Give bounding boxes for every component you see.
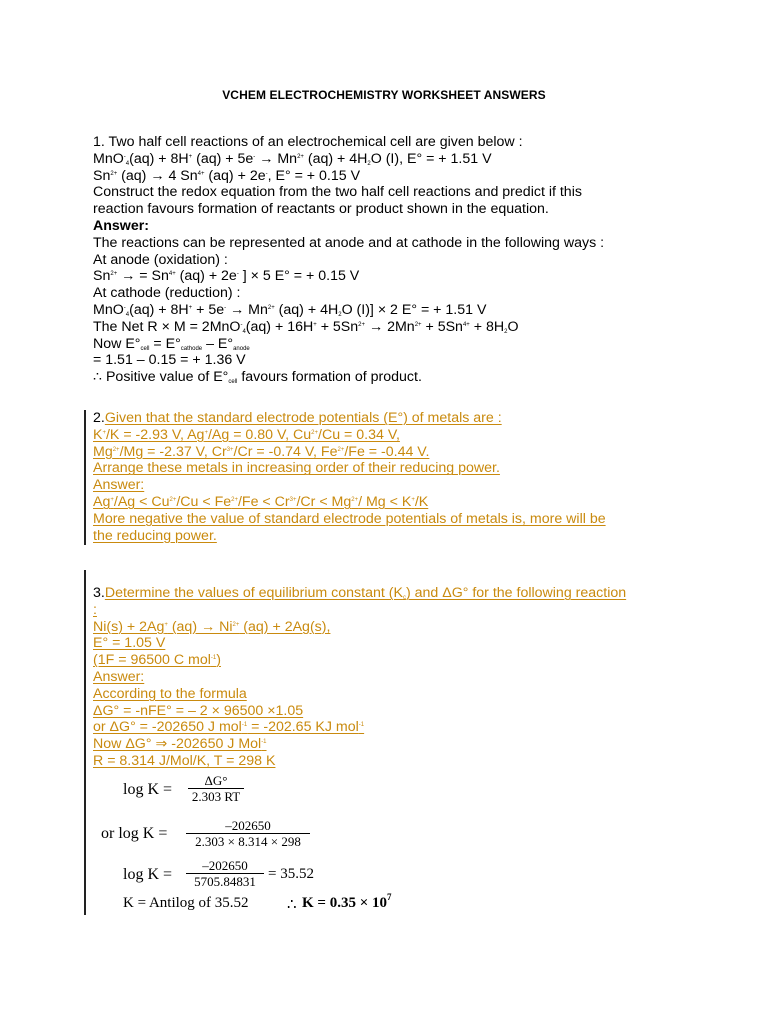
text-run: /Cu < Fe (176, 493, 232, 510)
text-run: / Mg < K (358, 493, 412, 510)
superscript: 4+ (197, 170, 205, 177)
subscript: c (402, 595, 406, 601)
q1-line (93, 268, 733, 285)
superscript: -1 (261, 739, 267, 746)
superscript: 2+ (358, 321, 366, 328)
superscript: 2+ (351, 496, 359, 503)
eq2-fraction-bar (186, 833, 310, 834)
superscript: - (123, 153, 126, 160)
q3-line-text (105, 585, 626, 601)
text-run: Arrange these metals in increasing order of their reducing power. (93, 460, 500, 477)
text-run: 1. Two half cell reactions of an electrochemical cell are given below : (93, 134, 523, 150)
text-run: favours formation of product. (237, 369, 422, 386)
q3-line-text (93, 635, 165, 651)
q3-line (93, 652, 733, 669)
text-run: According to the formula (93, 685, 247, 702)
superscript: 2+ (110, 170, 118, 177)
q1-line (93, 336, 733, 353)
eq2-denominator: 2.303 × 8.314 × 298 (195, 834, 301, 849)
superscript: + (110, 496, 114, 503)
text-run: E° = 1.05 V (93, 635, 166, 652)
subscript: 4 (125, 160, 130, 167)
eq3-denominator: 5705.84831 (194, 874, 256, 889)
q2-line-text (93, 494, 428, 510)
text-run: O (I)] × 2 E° = + 1.51 V (341, 301, 487, 318)
eq2-lhs: or log K = (101, 825, 168, 842)
superscript: - (240, 321, 243, 328)
superscript: 4+ (462, 321, 470, 328)
superscript: 2+ (112, 446, 120, 453)
text-run: = E° (149, 335, 181, 352)
text-run: Now E° (93, 335, 141, 352)
text-run: → Mn (255, 150, 298, 167)
eq4-therefore: ∴ (287, 897, 297, 913)
superscript: 2+ (232, 621, 240, 628)
text-run: (aq) + 5e (192, 150, 254, 167)
subscript: anode (233, 345, 250, 352)
text-run: Construct the redox equation from the two half cell reactions and predict if this (93, 184, 582, 201)
q2-line-text (93, 427, 400, 443)
superscript: 2+ (231, 496, 238, 503)
text-run: The Net R × M = 2MnO (93, 318, 241, 335)
subscript: 2 (367, 160, 371, 167)
revision-bar-q2 (84, 410, 86, 545)
q3-line-text (93, 753, 275, 769)
superscript: + (188, 304, 193, 311)
q2-number: 2. (93, 410, 105, 426)
eq1-fraction-bar (188, 788, 244, 789)
eq2-numerator: –202650 (225, 818, 271, 833)
text-run: /Ag = 0.80 V, Cu (207, 426, 312, 443)
subscript: cell (228, 379, 238, 386)
text-run: K (93, 426, 103, 443)
q3-line-text (93, 602, 97, 618)
q1-line (93, 302, 733, 319)
superscript: 2+ (110, 271, 118, 278)
superscript: + (164, 621, 168, 628)
superscript: - (123, 304, 126, 311)
superscript: 4+ (168, 271, 176, 278)
q1-line (93, 201, 733, 218)
text-run: /Cu = 0.34 V, (318, 426, 400, 443)
question-1 (93, 134, 733, 386)
text-run: → = Sn (117, 268, 169, 285)
superscript: + (102, 429, 106, 436)
text-run: ΔG° = -nFE° = – 2 × 96500 ×1.05 (93, 702, 304, 719)
eq1-numerator: ΔG° (204, 773, 228, 788)
text-run: (aq) + 2e (204, 167, 266, 184)
text-run: (aq) + 8H (129, 150, 189, 167)
text-run: (aq) → 4 Sn (117, 167, 198, 184)
text-run: /Fe < Cr (237, 493, 290, 510)
superscript: 3+ (289, 496, 297, 503)
text-run: More negative the value of standard electrode potentials of metals is, more will be (93, 510, 606, 527)
subscript: cathode (180, 345, 203, 352)
q2-line-text (93, 528, 217, 544)
question-3 (93, 585, 733, 770)
q2-line-text (93, 444, 429, 460)
text-run: ) and ΔG° for the following reaction (405, 585, 627, 601)
superscript: - (224, 304, 227, 311)
superscript: + (204, 429, 208, 436)
q1-line (93, 218, 733, 235)
text-run: Ni(s) + 2Ag (93, 618, 165, 635)
eq4-antilog: K = Antilog of 35.52 (123, 895, 249, 911)
eq4-exponent: 7 (387, 892, 392, 902)
text-run: (aq) + 8H (129, 301, 189, 318)
superscript: -1 (358, 722, 365, 729)
superscript: 2+ (267, 304, 275, 311)
text-run: + 5e (192, 301, 225, 318)
q3-line-text (93, 736, 267, 752)
superscript: 2+ (414, 321, 422, 328)
q3-line (93, 619, 733, 636)
superscript: - (253, 153, 256, 160)
q2-line (93, 494, 733, 511)
text-run: the reducing power. (93, 527, 217, 544)
superscript: 2+ (337, 446, 345, 453)
superscript: - (236, 271, 239, 278)
q1-line (93, 168, 733, 185)
q3-line-text (93, 686, 247, 702)
text-run: /K = -2.93 V, Ag (105, 426, 205, 443)
q3-line (93, 736, 733, 753)
eq3-numerator: –202650 (202, 858, 248, 873)
q3-line (93, 719, 733, 736)
q2-line (93, 477, 733, 494)
q2-line-text (93, 511, 606, 527)
text-run: (aq) + 4H (274, 301, 339, 318)
text-run: (aq) + 2Ag(s), (239, 618, 331, 635)
q3-line-text (93, 619, 330, 635)
worksheet-title: VCHEM ELECTROCHEMISTRY WORKSHEET ANSWERS (222, 88, 546, 102)
text-run: MnO (93, 301, 124, 318)
text-run: /K (414, 493, 429, 510)
text-run: Mg (93, 443, 113, 460)
q2-line-text (93, 460, 500, 476)
superscript: 2+ (297, 153, 304, 160)
q1-line (93, 184, 733, 201)
q2-line-text (105, 410, 502, 426)
q2-line (93, 427, 733, 444)
text-run: = 1.51 – 0.15 = + 1.36 V (93, 352, 246, 369)
q2-line-text (93, 477, 144, 493)
text-run: + 5Sn (421, 318, 463, 335)
q3-line-text (93, 652, 221, 668)
text-run: O (I), E° = + 1.51 V (370, 150, 492, 167)
q3-line-text (93, 719, 364, 735)
q2-line (93, 444, 733, 461)
superscript: + (411, 496, 415, 503)
q1-line (93, 369, 733, 386)
text-run: O (507, 318, 519, 335)
text-run: ∴ Positive value of E° (93, 369, 229, 386)
q3-line-text (93, 703, 303, 719)
text-run: + 8H (469, 318, 505, 335)
text-run: → 2Mn (365, 318, 415, 335)
q1-line (93, 352, 733, 369)
q3-line-text (93, 669, 144, 685)
q3-line (93, 686, 733, 703)
q3-line (93, 753, 733, 770)
text-run: Ag (93, 493, 111, 510)
superscript: -1 (210, 655, 217, 662)
eq3-fraction-bar (186, 873, 264, 874)
superscript: 2+ (311, 429, 319, 436)
text-run: Sn (93, 167, 111, 184)
text-run: Sn (93, 268, 111, 285)
subscript: 2 (338, 311, 342, 318)
text-run: /Ag < Cu (113, 493, 170, 510)
q2-line (93, 410, 733, 427)
text-run: ) (216, 652, 221, 669)
subscript: 4 (242, 328, 246, 335)
text-run: Answer: (93, 668, 145, 685)
q1-line (93, 151, 733, 168)
text-run: reaction favours formation of reactants or product shown in the equation. (93, 201, 549, 218)
subscript: 2 (504, 328, 508, 335)
text-run: Answer: (93, 477, 145, 494)
eq1-lhs: log K = (123, 781, 173, 798)
eq1-fraction (188, 773, 244, 805)
text-run: /Mg = -2.37 V, Cr (119, 443, 227, 460)
q3-line (93, 703, 733, 720)
revision-bar-q3 (84, 570, 86, 915)
q2-line (93, 460, 733, 477)
q3-line (93, 602, 733, 619)
eq3-lhs: log K = (123, 866, 173, 883)
eq3-fraction (186, 858, 264, 890)
text-run: The reactions can be represented at anode and at cathode in the following ways : (93, 234, 605, 251)
eq4-final-answer (302, 892, 392, 912)
text-run: Determine the values of equilibrium constant (K (104, 585, 403, 601)
text-run: At anode (oxidation) : (93, 251, 228, 268)
text-run: (aq) → Ni (167, 618, 233, 635)
q3-line (93, 585, 733, 602)
q3-line (93, 669, 733, 686)
text-run: or ΔG° = -202650 J mol (93, 719, 242, 736)
text-run: At cathode (reduction) : (93, 285, 241, 302)
q1-line (93, 252, 733, 269)
q3-number: 3. (93, 585, 105, 601)
subscript: cell (140, 345, 150, 352)
q1-line (93, 134, 733, 151)
text-run: (aq) + 16H (245, 318, 314, 335)
superscript: 3+ (226, 446, 234, 453)
text-run: /Fe = -0.44 V. (344, 443, 430, 460)
text-run: , E° = + 0.15 V (267, 167, 361, 184)
question-2 (93, 410, 733, 544)
q2-line (93, 511, 733, 528)
text-run: MnO (93, 150, 124, 167)
text-run: R = 8.314 J/Mol/K, T = 298 K (93, 752, 276, 769)
q1-line (93, 285, 733, 302)
superscript: + (313, 321, 317, 328)
superscript: 2+ (169, 496, 177, 503)
text-run: → Mn (226, 301, 268, 318)
text-run: Now ΔG° ⇒ -202650 J Mol (93, 736, 262, 753)
text-run: Answer: (93, 217, 149, 234)
text-run: + 5Sn (316, 318, 359, 335)
text-run: (1F = 96500 C mol (93, 652, 211, 669)
text-run: (aq) + 4H (303, 150, 368, 167)
text-run: /Cr = -0.74 V, Fe (233, 443, 338, 460)
q2-line (93, 528, 733, 545)
text-run: /Cr < Mg (296, 493, 352, 510)
text-run: = -202.65 KJ mol (247, 719, 359, 736)
superscript: - (265, 170, 268, 177)
superscript: + (188, 153, 193, 160)
eq1-denominator: 2.303 RT (191, 789, 241, 804)
superscript: -1 (241, 722, 248, 729)
q1-line (93, 319, 733, 336)
subscript: 4 (125, 311, 130, 318)
text-run: – E° (202, 335, 234, 352)
text-run: (aq) + 2e (175, 268, 237, 285)
text-run: Given that the standard electrode potentials (E°) of metals are : (104, 410, 502, 426)
text-run: ] × 5 E° = + 0.15 V (238, 268, 360, 285)
q3-line (93, 635, 733, 652)
eq4-final-value: K = 0.35 × 10 (302, 895, 388, 911)
eq2-fraction (186, 818, 310, 850)
q1-line (93, 235, 733, 252)
eq3-result: = 35.52 (268, 866, 314, 882)
text-run: : (93, 601, 97, 618)
